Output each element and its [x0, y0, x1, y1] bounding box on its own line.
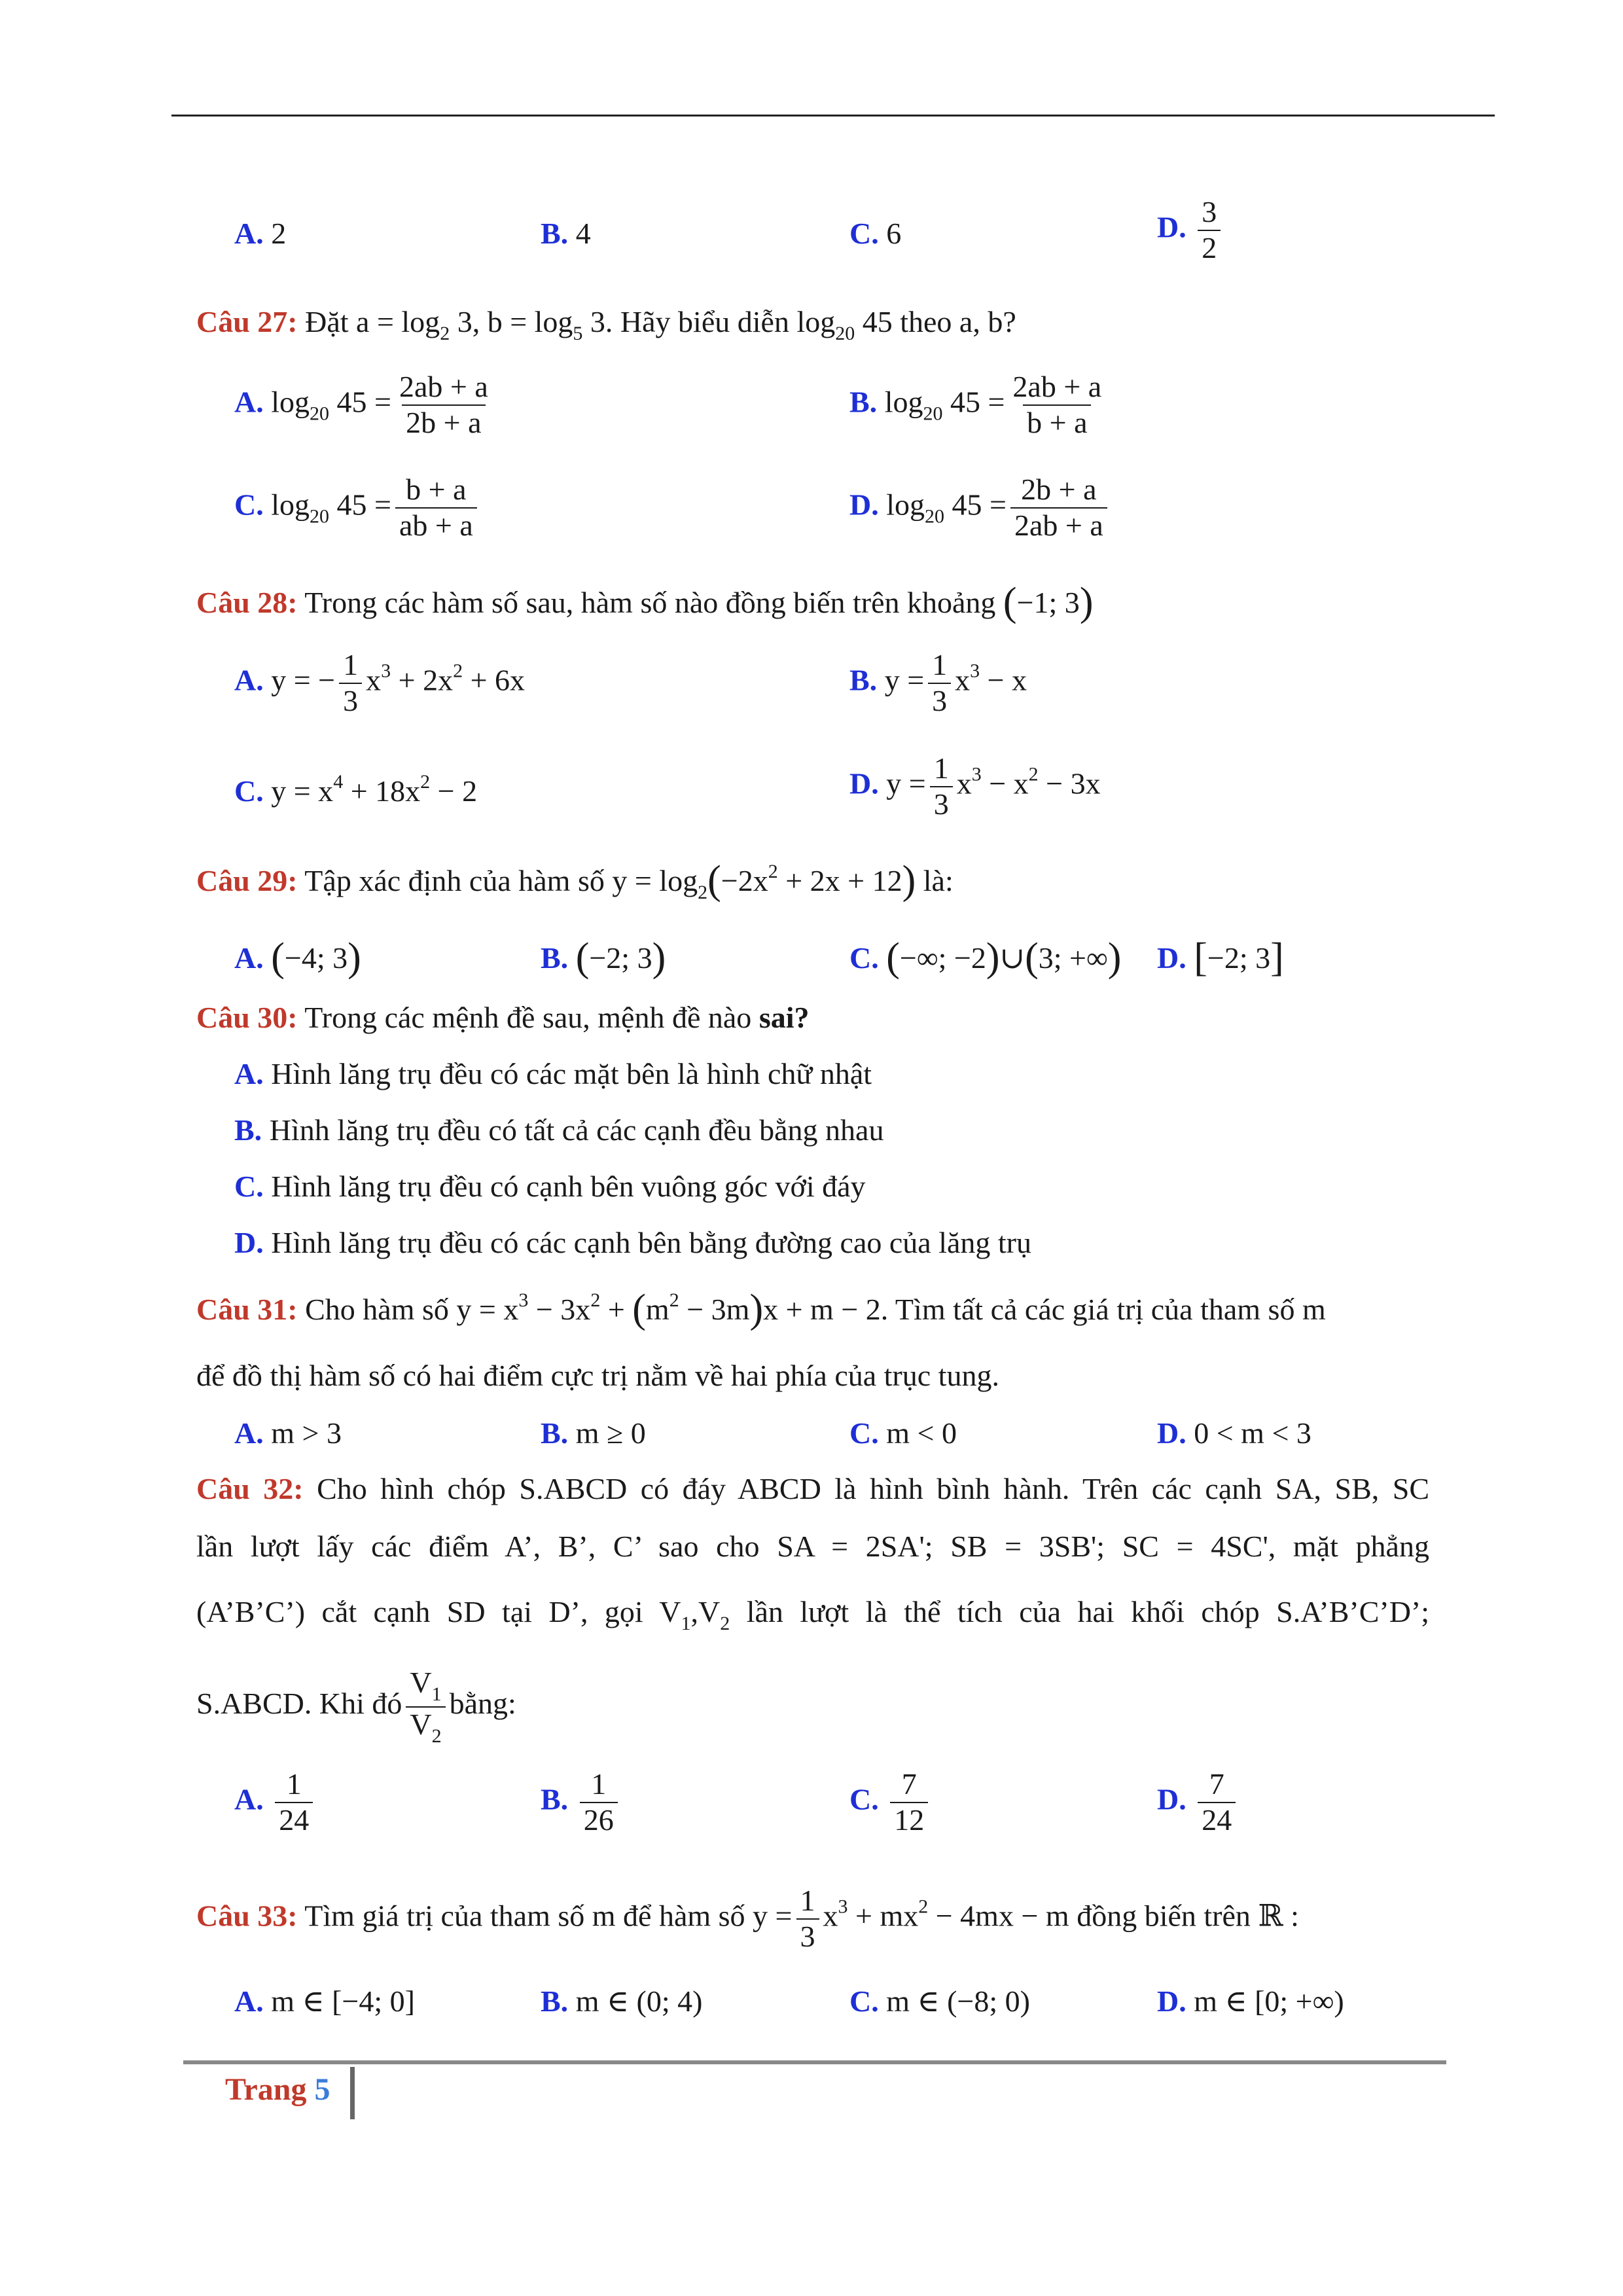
q33-option-b[interactable]: B. m ∈ (0; 4) [541, 1984, 703, 2018]
q26-option-d[interactable]: D. $\frac{3}{2}$ [1157, 195, 1224, 266]
footer-divider [350, 2067, 355, 2119]
question-32: Câu 32: Cho hình chóp S.ABCD có đáy ABCD là hình bình hành. Trên các cạnh SA, SB, SC [196, 1472, 1430, 1505]
page-number: Trang 5 [225, 2072, 330, 2107]
q27-option-c[interactable]: C. $\log_{20} 45$ = $\frac{b + a}{ab + a}$ [234, 473, 481, 543]
q31-option-b[interactable]: B. m ≥ 0 [541, 1416, 646, 1450]
q28-option-a[interactable]: A. y = − $\frac{1}{3}$ $x^3 + 2x^2 + 6x$ [234, 648, 526, 717]
question-31-line2: để đồ thị hàm số có hai điểm cực trị nằm về hai phía của trục tung. [196, 1359, 999, 1392]
q33-option-d[interactable]: D. m ∈ [0; +∞) [1157, 1984, 1344, 2018]
q32-option-b[interactable]: B. $\frac{1}{26}$ [541, 1767, 622, 1838]
q32-option-a[interactable]: A. $\frac{1}{24}$ [234, 1767, 317, 1838]
q29-option-b[interactable]: B. (−2; 3) [541, 935, 666, 980]
q33-option-c[interactable]: C. m ∈ (−8; 0) [849, 1984, 1030, 2018]
q26-option-c[interactable]: C. 6 [849, 217, 902, 250]
question-29: Câu 29: Tập xác định của hàm số $y = \log_2(-2x^2 + 2x + 12)$ là: [196, 858, 954, 903]
question-28: Câu 28: Trong các hàm số sau, hàm số nào đồng biến trên khoảng (−1; 3) [196, 580, 1094, 624]
fraction: $\frac{3}{2}$ [1198, 195, 1221, 266]
q28-option-c[interactable]: C. $y = x^4 + 18x^2 - 2$ [234, 771, 478, 808]
q27-option-d[interactable]: D. $\log_{20} 45$ = $\frac{2b + a}{2ab + a}$ [849, 473, 1111, 543]
question-31: Câu 31: Cho hàm số $y = x^3 - 3x^2 + (m^2 - 3m)x + m - 2$. Tìm tất cả các giá trị của tham số m [196, 1287, 1326, 1331]
q30-option-c[interactable]: C. Hình lăng trụ đều có cạnh bên vuông góc với đáy [234, 1170, 866, 1203]
q29-option-d[interactable]: D. [−2; 3] [1157, 935, 1284, 980]
q30-option-a[interactable]: A. Hình lăng trụ đều có các mặt bên là hình chữ nhật [234, 1057, 872, 1090]
footer-rule [183, 2060, 1446, 2064]
q31-option-a[interactable]: A. m > 3 [234, 1416, 342, 1450]
q32-option-c[interactable]: C. $\frac{7}{12}$ [849, 1767, 932, 1838]
question-32-line4: S.ABCD. Khi đó $\frac{V_1}{V_2}$ bằng: [196, 1666, 516, 1747]
q28-option-b[interactable]: B. y = $\frac{1}{3}$ $x^3 - x$ [849, 648, 1027, 717]
q27-option-a[interactable]: A. $\log_{20} 45$ = $\frac{2ab + a}{2b + a}$ [234, 370, 488, 439]
header-rule [171, 115, 1495, 117]
question-27: Câu 27: Đặt $a = \log_2 3$, $b = \log_5 3$. Hãy biểu diễn $\log_{20} 45$ theo a, b? [196, 305, 1016, 344]
question-33: Câu 33: Tìm giá trị của tham số m để hàm số y = $\frac{1}{3}$ $x^3 + mx^2 - 4mx - m$ đồng biến trên ℝ : [196, 1884, 1299, 1953]
question-30: Câu 30: Trong các mệnh đề sau, mệnh đề nào sai? [196, 1001, 810, 1034]
q29-option-c[interactable]: C. (−∞; −2)∪(3; +∞) [849, 935, 1122, 980]
question-32-line3: (A’B’C’) cắt cạnh SD tại D’, gọi $V_1,V_2$ lần lượt là thể tích của hai khối chóp S.A’B’C’D’; [196, 1595, 1430, 1634]
q30-option-d[interactable]: D. Hình lăng trụ đều có các cạnh bên bằng đường cao của lăng trụ [234, 1226, 1032, 1259]
question-32-line2: lần lượt lấy các điểm A’, B’, C’ sao cho SA = 2SA'; SB = 3SB'; SC = 4SC', mặt phẳng [196, 1530, 1429, 1563]
q31-option-c[interactable]: C. m < 0 [849, 1416, 957, 1450]
q33-option-a[interactable]: A. m ∈ [−4; 0] [234, 1984, 415, 2018]
q26-option-b[interactable]: B. 4 [541, 217, 591, 250]
q29-option-a[interactable]: A. (−4; 3) [234, 935, 361, 980]
q31-option-d[interactable]: D. 0 < m < 3 [1157, 1416, 1311, 1450]
q32-option-d[interactable]: D. $\frac{7}{24}$ [1157, 1767, 1240, 1838]
q26-option-a[interactable]: A. 2 [234, 217, 287, 250]
q28-option-d[interactable]: D. y = $\frac{1}{3}$ $x^3 - x^2 - 3x$ [849, 751, 1101, 821]
q27-option-b[interactable]: B. $\log_{20} 45$ = $\frac{2ab + a}{b + a}$ [849, 370, 1102, 439]
q30-option-b[interactable]: B. Hình lăng trụ đều có tất cả các cạnh đều bằng nhau [234, 1113, 884, 1147]
